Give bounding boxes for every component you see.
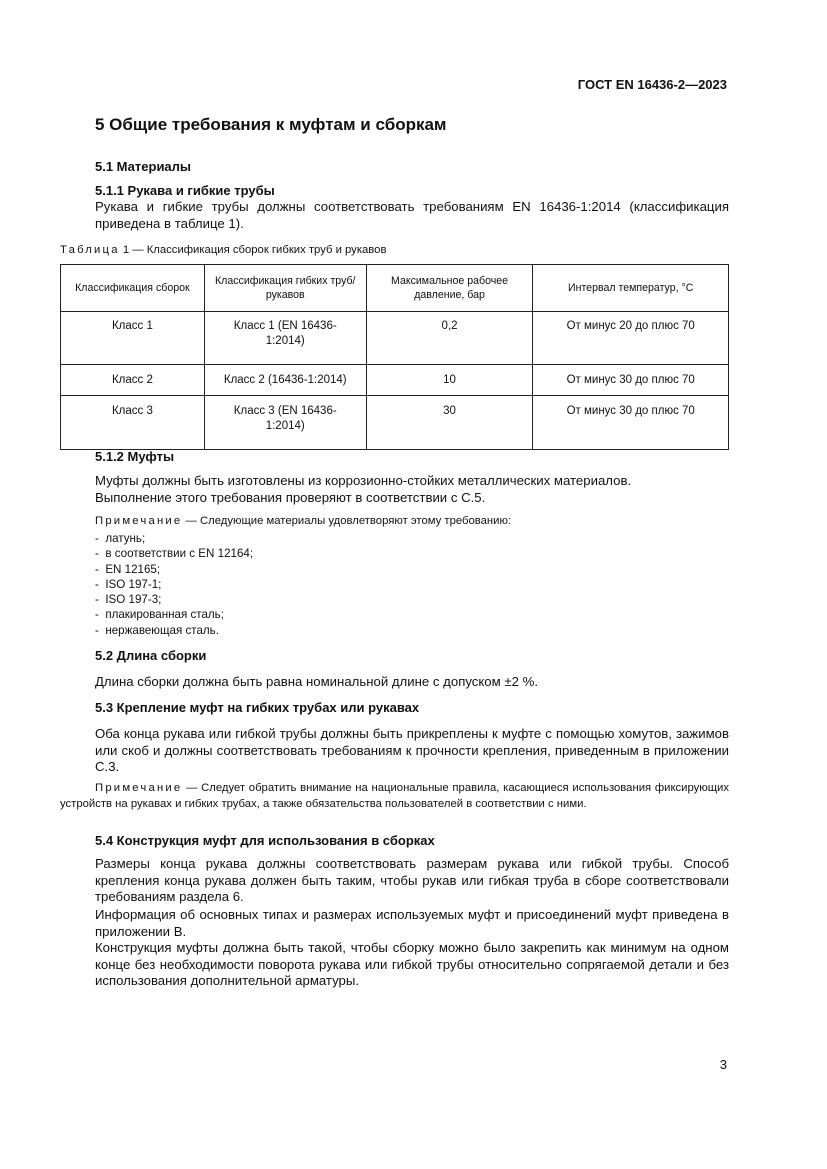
- section-5-1-2-line-2: Выполнение этого требования проверяют в соответствии с С.5.: [95, 490, 486, 505]
- table-caption-label: Таблица: [60, 244, 120, 256]
- section-5-4-para-3: Конструкция муфты должна быть такой, чтобы сборку можно было закрепить как минимум на одном конце без необходимости поворота рукава или гибкой трубы относительно сопрягаемой детали и без использования дополнительной арматуры.: [95, 940, 729, 988]
- list-item: - плакированная сталь;: [95, 607, 253, 622]
- list-item: - в соответствии с EN 12164;: [95, 546, 253, 561]
- document-id: ГОСТ EN 16436-2—2023: [577, 77, 727, 92]
- materials-list: [95, 531, 253, 638]
- section-5-1-2-title: 5.1.2 Муфты: [95, 449, 175, 464]
- note-text: — Следующие материалы удовлетворяют этому требованию:: [182, 515, 512, 527]
- note-text: — Следует обратить внимание на национальные правила, касающиеся использования фиксирующих устройств на рукавах и гибких трубах, а также обязательства пользователей в соответствии с ними.: [60, 782, 729, 810]
- table-header-cell: Максимальное рабочее давление, бар: [366, 265, 533, 312]
- section-5-1-1-text: [95, 199, 729, 232]
- table-row: [61, 365, 729, 396]
- table-cell: [204, 312, 366, 365]
- table-header-cell: Классификация гибких труб/ рукавов: [204, 265, 366, 312]
- table-caption-text: 1 — Классификация сборок гибких труб и рукавов: [119, 244, 387, 256]
- table-cell: 0,2: [366, 312, 533, 365]
- list-item: - ISO 197-1;: [95, 577, 253, 592]
- note-label: Примечание: [95, 782, 183, 794]
- section-5-2-text: Длина сборки должна быть равна номинальной длине с допуском ±2 %.: [95, 674, 538, 689]
- classification-table: [60, 264, 729, 450]
- table-cell: Класс 2 (16436-1:2014): [204, 365, 366, 396]
- table-cell-text: Класс 1 (EN 16436-1:2014): [233, 320, 337, 347]
- page-number: 3: [719, 1057, 727, 1072]
- section-5-title: 5 Общие требования к муфтам и сборкам: [95, 115, 447, 134]
- list-item: - EN 12165;: [95, 562, 253, 577]
- section-5-3-text: Оба конца рукава или гибкой трубы должны быть прикреплены к муфте с помощью хомутов, зажимов или скоб и должны соответствовать требованиям к прочности крепления, приведенным в приложении С.3.: [95, 726, 729, 774]
- section-5-1-title: 5.1 Материалы: [95, 159, 192, 174]
- section-5-4-para-2: Информация об основных типах и размерах используемых муфт и присоединений муфт приведена в приложении В.: [95, 907, 729, 939]
- list-item: - ISO 197-3;: [95, 592, 253, 607]
- section-5-1-2-line-1: Муфты должны быть изготовлены из коррозионно-стойких металлических материалов.: [95, 473, 632, 488]
- table-header-row: [61, 265, 729, 312]
- list-item: - латунь;: [95, 531, 253, 546]
- section-5-1-1-body: Рукава и гибкие трубы должны соответствовать требованиям EN 16436-1:2014 (классификация приведена в таблице 1).: [95, 199, 729, 231]
- table-cell: От минус 30 до плюс 70: [533, 396, 729, 450]
- list-item: - нержавеющая сталь.: [95, 623, 253, 638]
- table-cell: Класс 2: [61, 365, 205, 396]
- section-5-3-title: 5.3 Крепление муфт на гибких трубах или рукавах: [95, 700, 420, 715]
- table-cell: От минус 20 до плюс 70: [533, 312, 729, 365]
- table-1-caption: [60, 244, 386, 256]
- note-2: [60, 781, 729, 812]
- section-5-4-title: 5.4 Конструкция муфт для использования в сборках: [95, 833, 435, 848]
- table-cell: 10: [366, 365, 533, 396]
- table-row: [61, 396, 729, 450]
- table-header-cell: Интервал температур, °С: [533, 265, 729, 312]
- table-cell: От минус 30 до плюс 70: [533, 365, 729, 396]
- section-5-4-para-1: Размеры конца рукава должны соответствовать размерам рукава или гибкой трубы. Способ крепления конца рукава должен быть таким, чтобы рукав или гибкая труба в сборе соответствовали требованиям раздела 6.: [95, 856, 729, 904]
- table-cell: Класс 1: [61, 312, 205, 365]
- note-label: Примечание: [95, 515, 183, 527]
- section-5-1-1-title: 5.1.1 Рукава и гибкие трубы: [95, 183, 275, 198]
- table-cell: [204, 396, 366, 450]
- section-5-2-title: 5.2 Длина сборки: [95, 648, 207, 663]
- table-header-cell: Классификация сборок: [61, 265, 205, 312]
- note-1: [95, 514, 511, 530]
- table-cell-text: Класс 3 (EN 16436-1:2014): [233, 405, 337, 432]
- table-cell: 30: [366, 396, 533, 450]
- table-cell: Класс 3: [61, 396, 205, 450]
- table-row: [61, 312, 729, 365]
